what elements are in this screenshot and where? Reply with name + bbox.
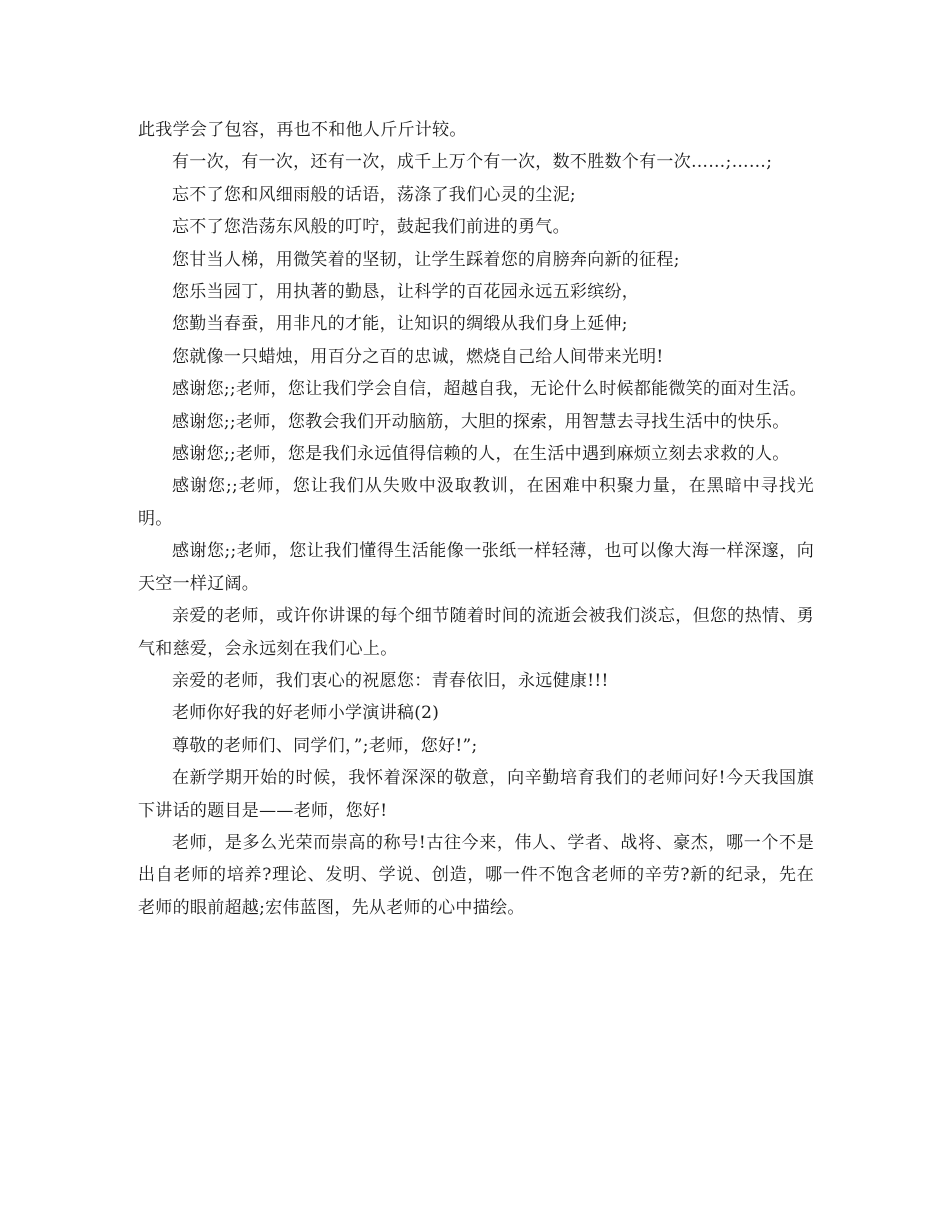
paragraph: 此我学会了包容，再也不和他人斤斤计较。 [138, 120, 467, 140]
paragraph: 老师，是多么光荣而崇高的称号!古往今来，伟人、学者、战将、豪杰，哪一个不是出自老师的培养?理论、发明、学说、创造，哪一件不饱含老师的辛劳?新的纪录，先在老师的眼前超越;宏伟蓝图，先从老师的心中描绘。 [138, 832, 814, 918]
paragraph: 您就像一只蜡烛，用百分之百的忠诚，燃烧自己给人间带来光明! [172, 346, 664, 367]
paragraph: 感谢您;;老师，您让我们懂得生活能像一张纸一样轻薄，也可以像大海一样深邃，向天空一样辽阔。 [138, 541, 814, 594]
paragraph: 您甘当人梯，用微笑着的坚韧，让学生踩着您的肩膀奔向新的征程; [172, 249, 680, 270]
section-heading: 老师你好我的好老师小学演讲稿(2) [172, 703, 440, 724]
paragraph: 亲爱的老师，或许你讲课的每个细节随着时间的流逝会被我们淡忘，但您的热情、勇气和慈爱，会永远刻在我们心上。 [138, 606, 814, 659]
document-body [138, 114, 814, 924]
paragraph: 忘不了您浩荡东风般的叮咛，鼓起我们前进的勇气。 [172, 217, 570, 238]
paragraph: 尊敬的老师们、同学们，”;老师，您好!”; [172, 735, 478, 756]
paragraph: 您乐当园丁，用执著的勤恳，让科学的百花园永远五彩缤纷， [172, 282, 640, 303]
paragraph: 忘不了您和风细雨般的话语，荡涤了我们心灵的尘泥; [172, 184, 576, 205]
paragraph: 感谢您;;老师，您教会我们开动脑筋，大胆的探索，用智慧去寻找生活中的快乐。 [172, 411, 790, 432]
paragraph: 您勤当春蚕，用非凡的才能，让知识的绸缎从我们身上延伸; [172, 314, 628, 335]
paragraph: 在新学期开始的时候，我怀着深深的敬意，向辛勤培育我们的老师问好!今天我国旗下讲话的题目是——老师，您好! [138, 768, 814, 821]
paragraph: 感谢您;;老师，您是我们永远值得信赖的人，在生活中遇到麻烦立刻去求救的人。 [172, 444, 790, 465]
paragraph: 有一次，有一次，还有一次，成千上万个有一次，数不胜数个有一次……;……; [172, 152, 773, 173]
paragraph: 感谢您;;老师，您让我们从失败中汲取教训，在困难中积聚力量，在黑暗中寻找光明。 [138, 476, 814, 529]
paragraph: 亲爱的老师，我们衷心的祝愿您：青春依旧，永远健康!!! [172, 670, 609, 691]
paragraph: 感谢您;;老师，您让我们学会自信，超越自我，无论什么时候都能微笑的面对生活。 [172, 379, 807, 400]
